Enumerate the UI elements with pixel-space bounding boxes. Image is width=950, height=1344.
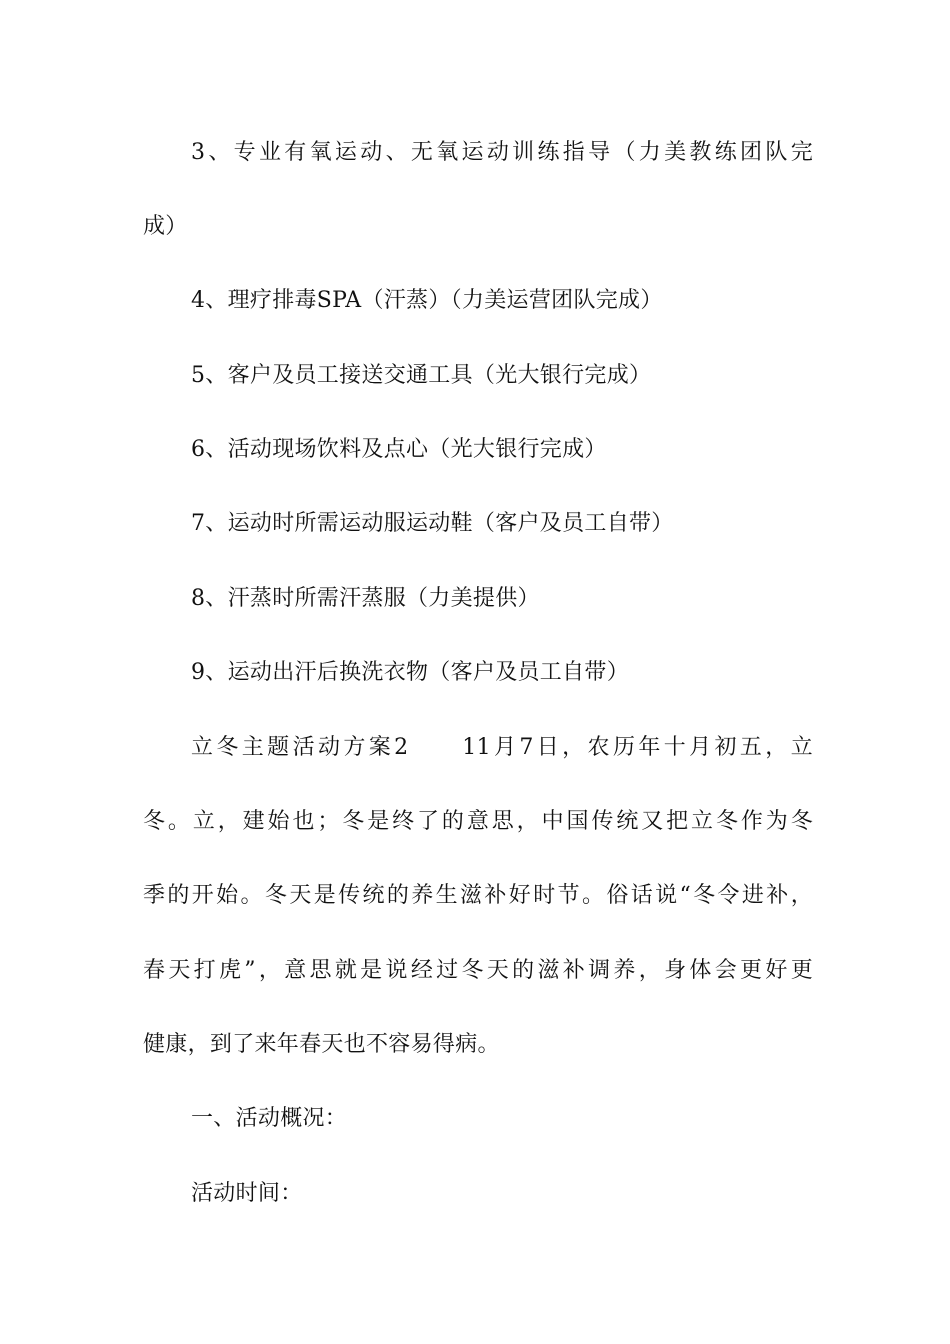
paragraph-line-2: 冬。立，建始也；冬是终了的意思，中国传统又把立冬作为冬 (143, 809, 813, 834)
list-item-3-continuation: 成） (143, 214, 188, 239)
section-heading: 一、活动概况： (191, 1106, 348, 1131)
paragraph-line-3: 季的开始。冬天是传统的养生滋补好时节。俗话说“冬令进补， (143, 883, 813, 908)
list-item-4: 4、理疗排毒SPA（汗蒸）（力美运营团队完成） (191, 288, 663, 313)
activity-time-label: 活动时间： (191, 1181, 303, 1206)
list-item-7: 7、运动时所需运动服运动鞋（客户及员工自带） (191, 511, 674, 536)
list-item-3: 3、专业有氧运动、无氧运动训练指导（力美教练团队完 (191, 140, 813, 165)
list-item-8: 8、汗蒸时所需汗蒸服（力美提供） (191, 586, 540, 611)
paragraph-line-5: 健康，到了来年春天也不容易得病。 (143, 1032, 500, 1057)
paragraph-line-4: 春天打虎”，意思就是说经过冬天的滋补调养，身体会更好更 (143, 958, 813, 983)
list-item-6: 6、活动现场饮料及点心（光大银行完成） (191, 437, 607, 462)
list-item-9: 9、运动出汗后换洗衣物（客户及员工自带） (191, 660, 629, 685)
paragraph-line-1: 立冬主题活动方案2 11月7日，农历年十月初五，立 (191, 735, 813, 760)
list-item-5: 5、客户及员工接送交通工具（光大银行完成） (191, 363, 652, 388)
